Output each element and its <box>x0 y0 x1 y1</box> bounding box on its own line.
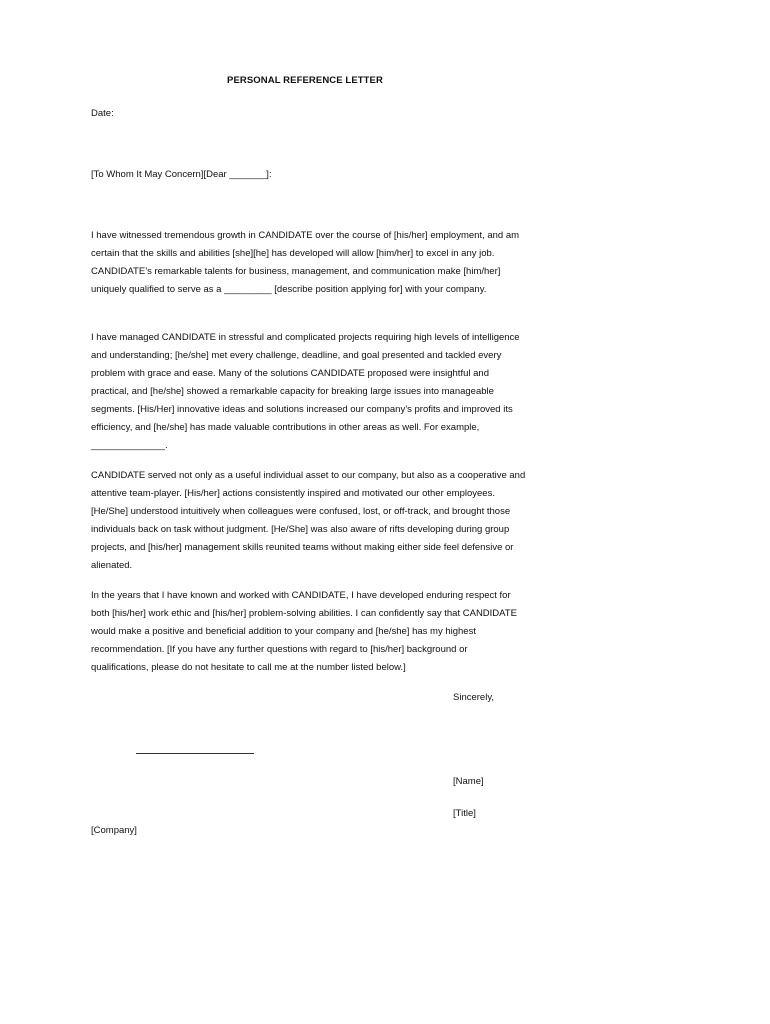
name-field: [Name] <box>453 776 484 787</box>
salutation: [To Whom It May Concern][Dear _______]: <box>91 169 272 180</box>
letter-title: PERSONAL REFERENCE LETTER <box>227 75 383 86</box>
closing: Sincerely, <box>453 692 495 703</box>
paragraph-3: CANDIDATE served not only as a useful individual asset to our company, but also as a cooperative and attentive team-player. [His/her] actions consistently inspired and motivated our other employees. [He/She] understood intuitively when colleagues were confused, lost, or off-track, and brought those individuals back on task without judgment. [He/She] was also aware of rifts developing during group projects, and [his/her] management skills reunited teams without making either side feel defensive or alienated. <box>91 470 526 571</box>
title-field: [Title] <box>453 808 476 819</box>
paragraph-4: In the years that I have known and worked with CANDIDATE, I have developed enduring respect for both [his/her] work ethic and [his/her] problem-solving abilities. I can confidently say that CANDIDATE would make a positive and beneficial addition to your company and [he/she] has my highest recommendation. [If you have any further questions with regard to [his/her] background or qualifications, please do not hesitate to call me at the number listed below.] <box>91 590 517 673</box>
paragraph-2: I have managed CANDIDATE in stressful and complicated projects requiring high levels of intelligence and understanding; [he/she] met every challenge, deadline, and goal presented and tackled every problem with grace and ease. Many of the solutions CANDIDATE proposed were insightful and practical, and [he/she] showed a remarkable capacity for breaking large issues into manageable segments. [His/Her] innovative ideas and solutions increased our company’s profits and improved its efficiency, and [he/she] has made valuable contributions in other areas as well. For example, ______________. <box>91 332 520 451</box>
signature-line <box>136 752 254 754</box>
date-label: Date: <box>91 108 114 119</box>
company-field: [Company] <box>91 825 137 836</box>
paragraph-1: I have witnessed tremendous growth in CANDIDATE over the course of [his/her] employment, and am certain that the skills and abilities [she][he] has developed will allow [him/her] to excel in any job. CANDIDATE’s remarkable talents for business, management, and communication make [him/her] uniquely qualified to serve as a _________ [describe position applying for] with your company. <box>91 230 520 295</box>
